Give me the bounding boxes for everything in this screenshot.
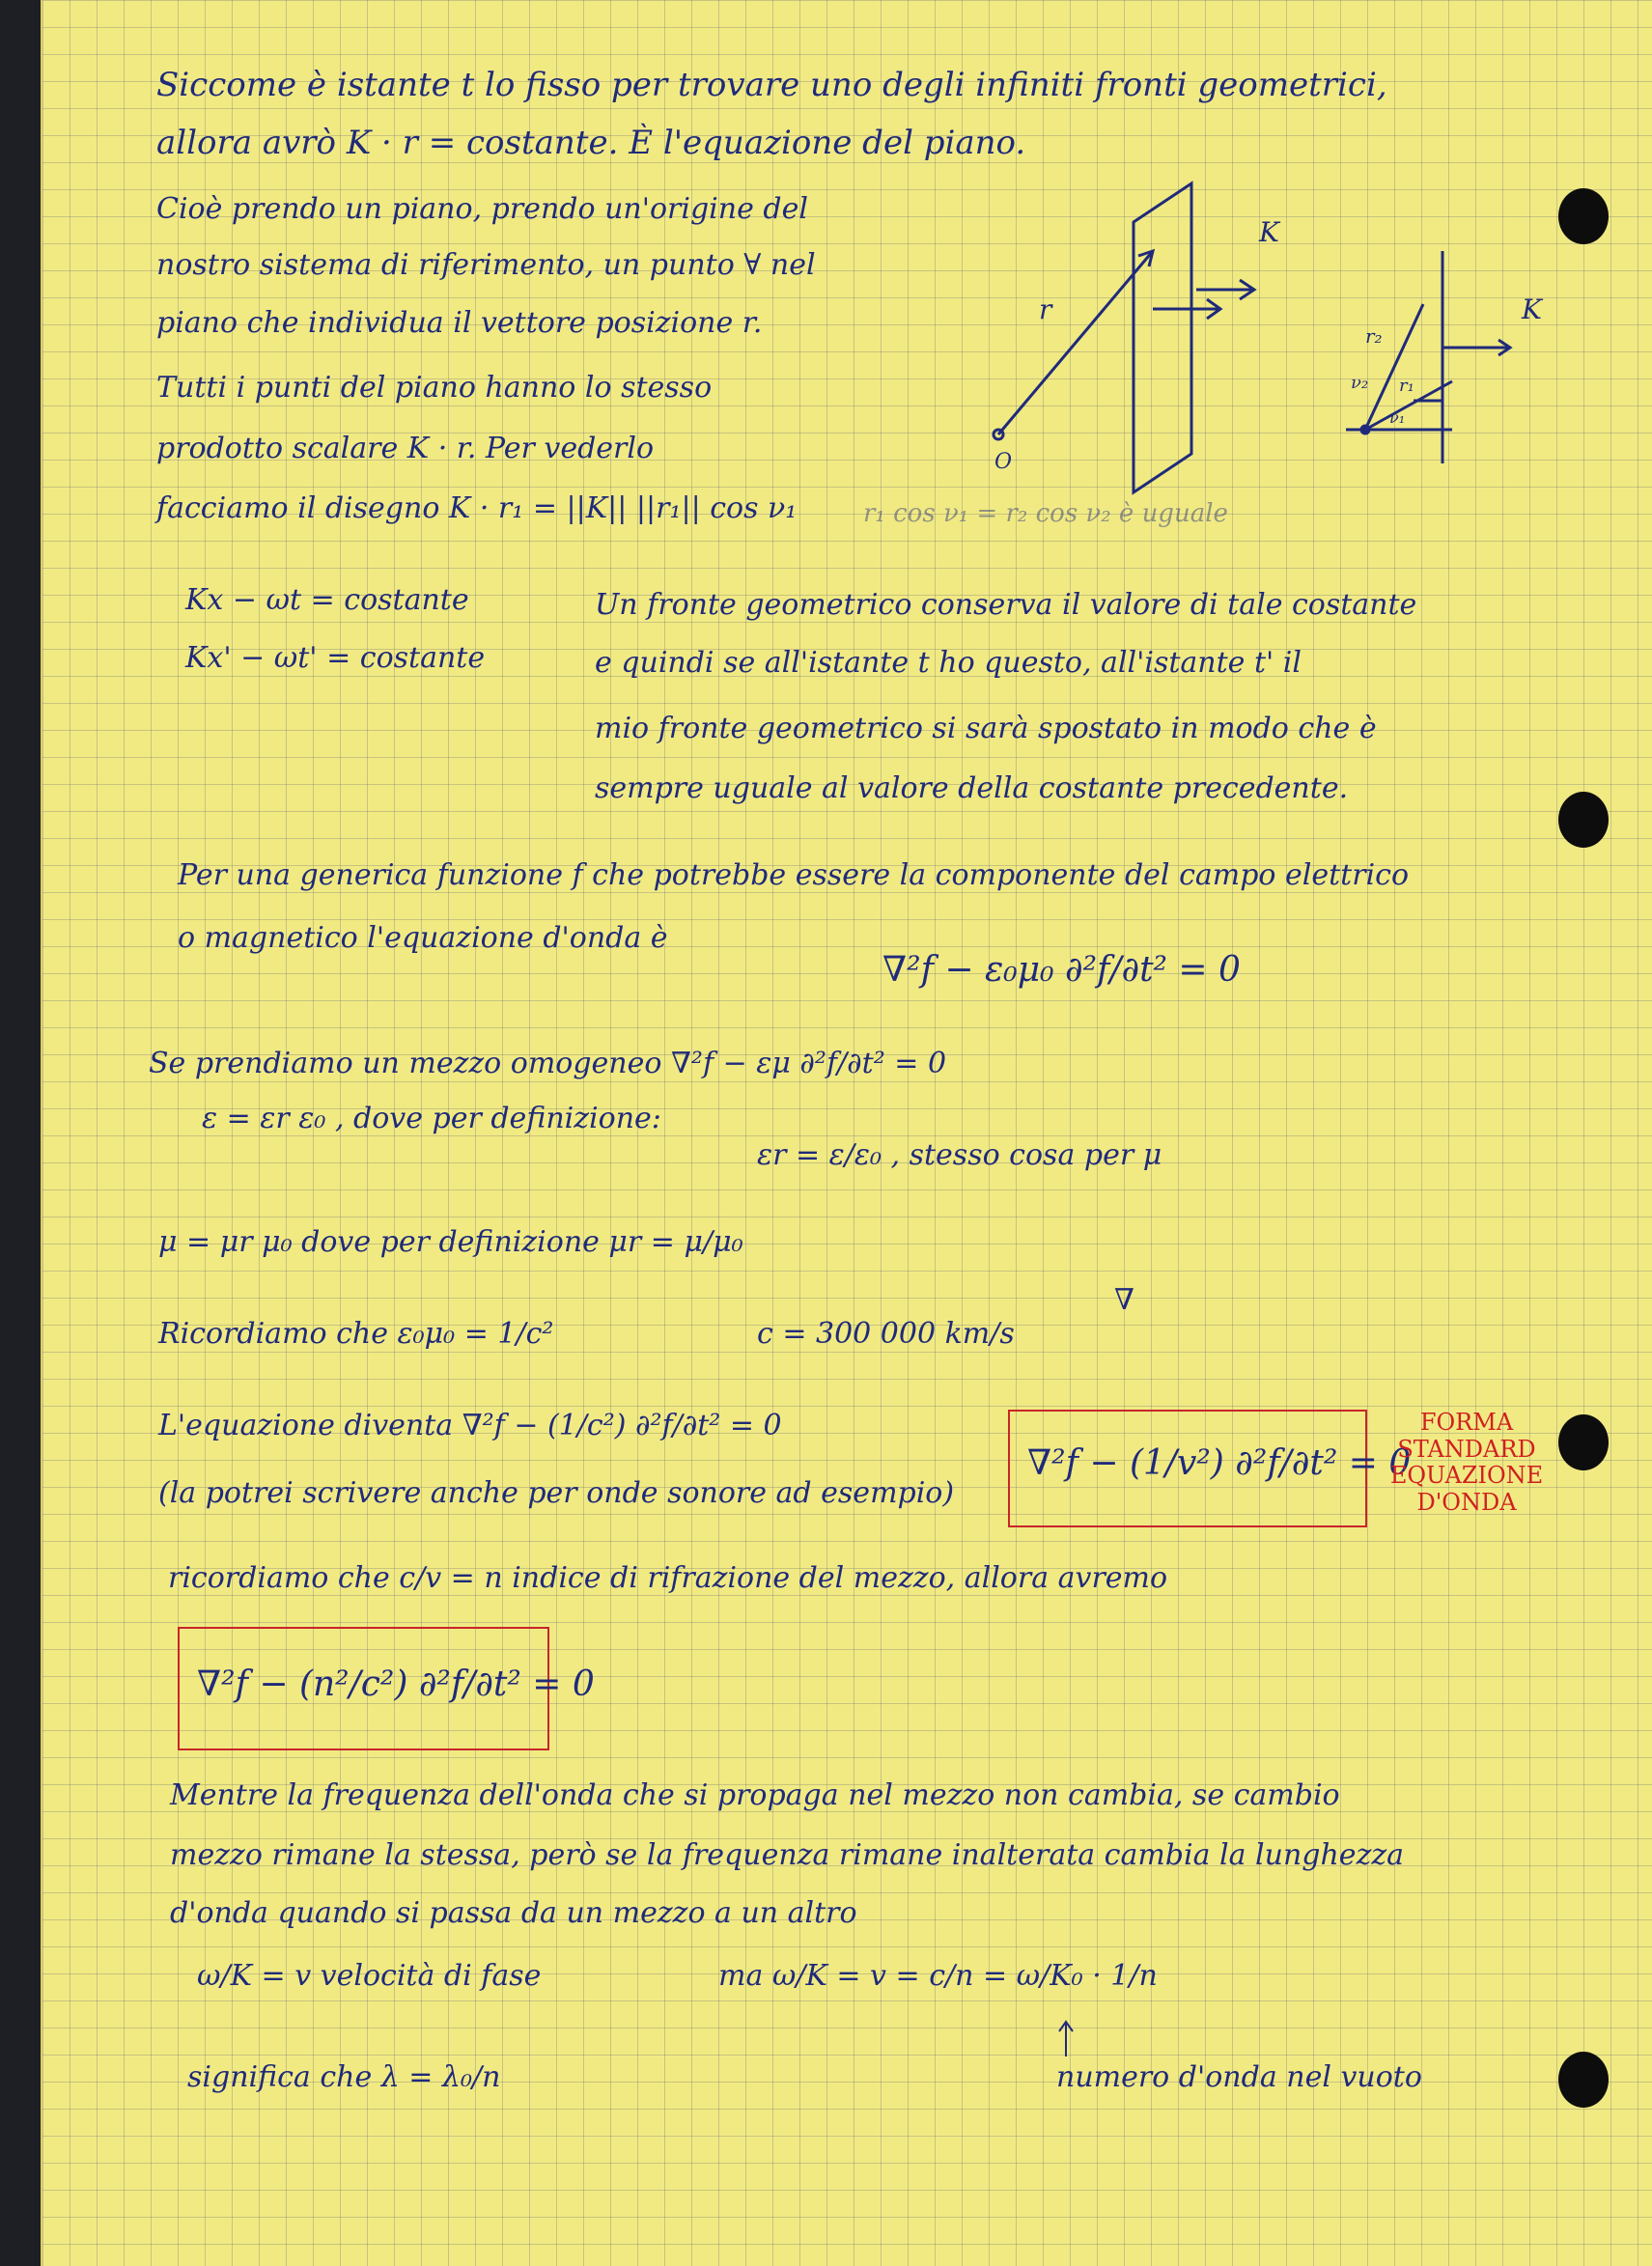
text-line: L'equazione diventa ∇²f − (1/c²) ∂²f/∂t² = 0	[158, 1409, 782, 1442]
text-line: significa che λ = λ₀/n	[187, 2060, 501, 2094]
text-line: ε = εr ε₀ , dove per definizione:	[202, 1102, 661, 1135]
refraction-equation-box	[178, 1627, 595, 1750]
vector-r	[998, 251, 1153, 434]
text-line: piano che individua il vettore posizione r.	[156, 306, 763, 340]
binder-hole	[1558, 792, 1609, 848]
text-line: Siccome è istante t lo fisso per trovare uno degli infiniti fronti geometrici,	[156, 66, 1387, 104]
pointer-arrow	[1056, 2020, 1085, 2058]
wave-equation: ∇²f − ε₀μ₀ ∂²f/∂t² = 0	[882, 950, 1241, 990]
label-r1: r₁	[1399, 376, 1414, 396]
text-line: μ = μr μ₀ dove per definizione μr = μ/μ₀	[158, 1225, 743, 1259]
text-line: εr = ε/ε₀ , stesso cosa per μ	[757, 1138, 1162, 1172]
faint-note: r₁ cos ν₁ = r₂ cos ν₂ è uguale	[863, 499, 1228, 528]
equation-left: Kx' − ωt' = costante	[185, 641, 486, 675]
binder-hole	[1558, 1414, 1609, 1470]
text-line: mio fronte geometrico si sarà spostato in modo che è	[595, 712, 1377, 745]
label-k-small: K	[1522, 294, 1542, 325]
text-line: prodotto scalare K · r. Per vederlo	[156, 432, 655, 465]
text-line: o magnetico l'equazione d'onda è	[178, 921, 668, 955]
text-line: Ricordiamo che ε₀μ₀ = 1/c²	[158, 1317, 554, 1351]
text-line: Se prendiamo un mezzo omogeneo ∇²f − εμ ∂²f/∂t² = 0	[149, 1047, 947, 1080]
text-line: Per una generica funzione f che potrebbe essere la componente del campo elettrico	[178, 858, 1410, 892]
text-line: Cioè prendo un piano, prendo un'origine del	[156, 192, 808, 226]
label-k: K	[1259, 216, 1279, 248]
plane-diagram	[950, 174, 1568, 492]
standard-equation-box	[1008, 1410, 1412, 1527]
text-line: nostro sistema di riferimento, un punto ∀ nel	[156, 248, 816, 282]
text-line: allora avrò K · r = costante. È l'equazione del piano.	[156, 124, 1026, 162]
red-note: FORMA STANDARD EQUAZIONE D'ONDA	[1389, 1409, 1544, 1516]
standard-equation: ∇²f − (1/v²) ∂²f/∂t² = 0	[1027, 1443, 1412, 1483]
text-line: (la potrei scrivere anche per onde sonore ad esempio)	[158, 1476, 955, 1510]
text-line: Mentre la frequenza dell'onda che si propaga nel mezzo non cambia, se cambio	[170, 1778, 1340, 1812]
nabla-symbol: ∇	[1114, 1283, 1134, 1317]
text-line: Un fronte geometrico conserva il valore di tale costante	[595, 588, 1417, 622]
label-v2: ν₂	[1351, 373, 1369, 393]
text-line: d'onda quando si passa da un mezzo a un altro	[170, 1896, 857, 1930]
refraction-equation: ∇²f − (n²/c²) ∂²f/∂t² = 0	[197, 1665, 595, 1704]
text-line: ma ω/K = v = c/n = ω/K₀ · 1/n	[718, 1959, 1158, 1993]
binder-hole	[1558, 2052, 1609, 2108]
label-r2: r₂	[1365, 324, 1383, 348]
plane-shape	[1134, 183, 1191, 492]
text-line: sempre uguale al valore della costante precedente.	[595, 771, 1349, 805]
label-r: r	[1039, 294, 1052, 325]
text-line: c = 300 000 km/s	[757, 1317, 1015, 1351]
label-v1: ν₁	[1389, 408, 1406, 427]
label-o: O	[994, 450, 1013, 474]
text-line: e quindi se all'istante t ho questo, all'istante t' il	[595, 646, 1302, 680]
equation-left: Kx − ωt = costante	[185, 583, 469, 617]
text-line: ricordiamo che c/v = n indice di rifrazione del mezzo, allora avremo	[168, 1561, 1168, 1595]
text-line: facciamo il disegno K · r₁ = ||K|| ||r₁|| cos ν₁	[156, 491, 798, 525]
text-line: Tutti i punti del piano hanno lo stesso	[156, 371, 713, 405]
text-line: ω/K = v velocità di fase	[197, 1959, 542, 1993]
text-line: mezzo rimane la stessa, però se la frequenza rimane inalterata cambia la lunghezza	[170, 1838, 1405, 1872]
text-line: numero d'onda nel vuoto	[1056, 2060, 1422, 2094]
origin-point-small	[1361, 426, 1369, 434]
notebook-page	[41, 0, 1652, 2266]
